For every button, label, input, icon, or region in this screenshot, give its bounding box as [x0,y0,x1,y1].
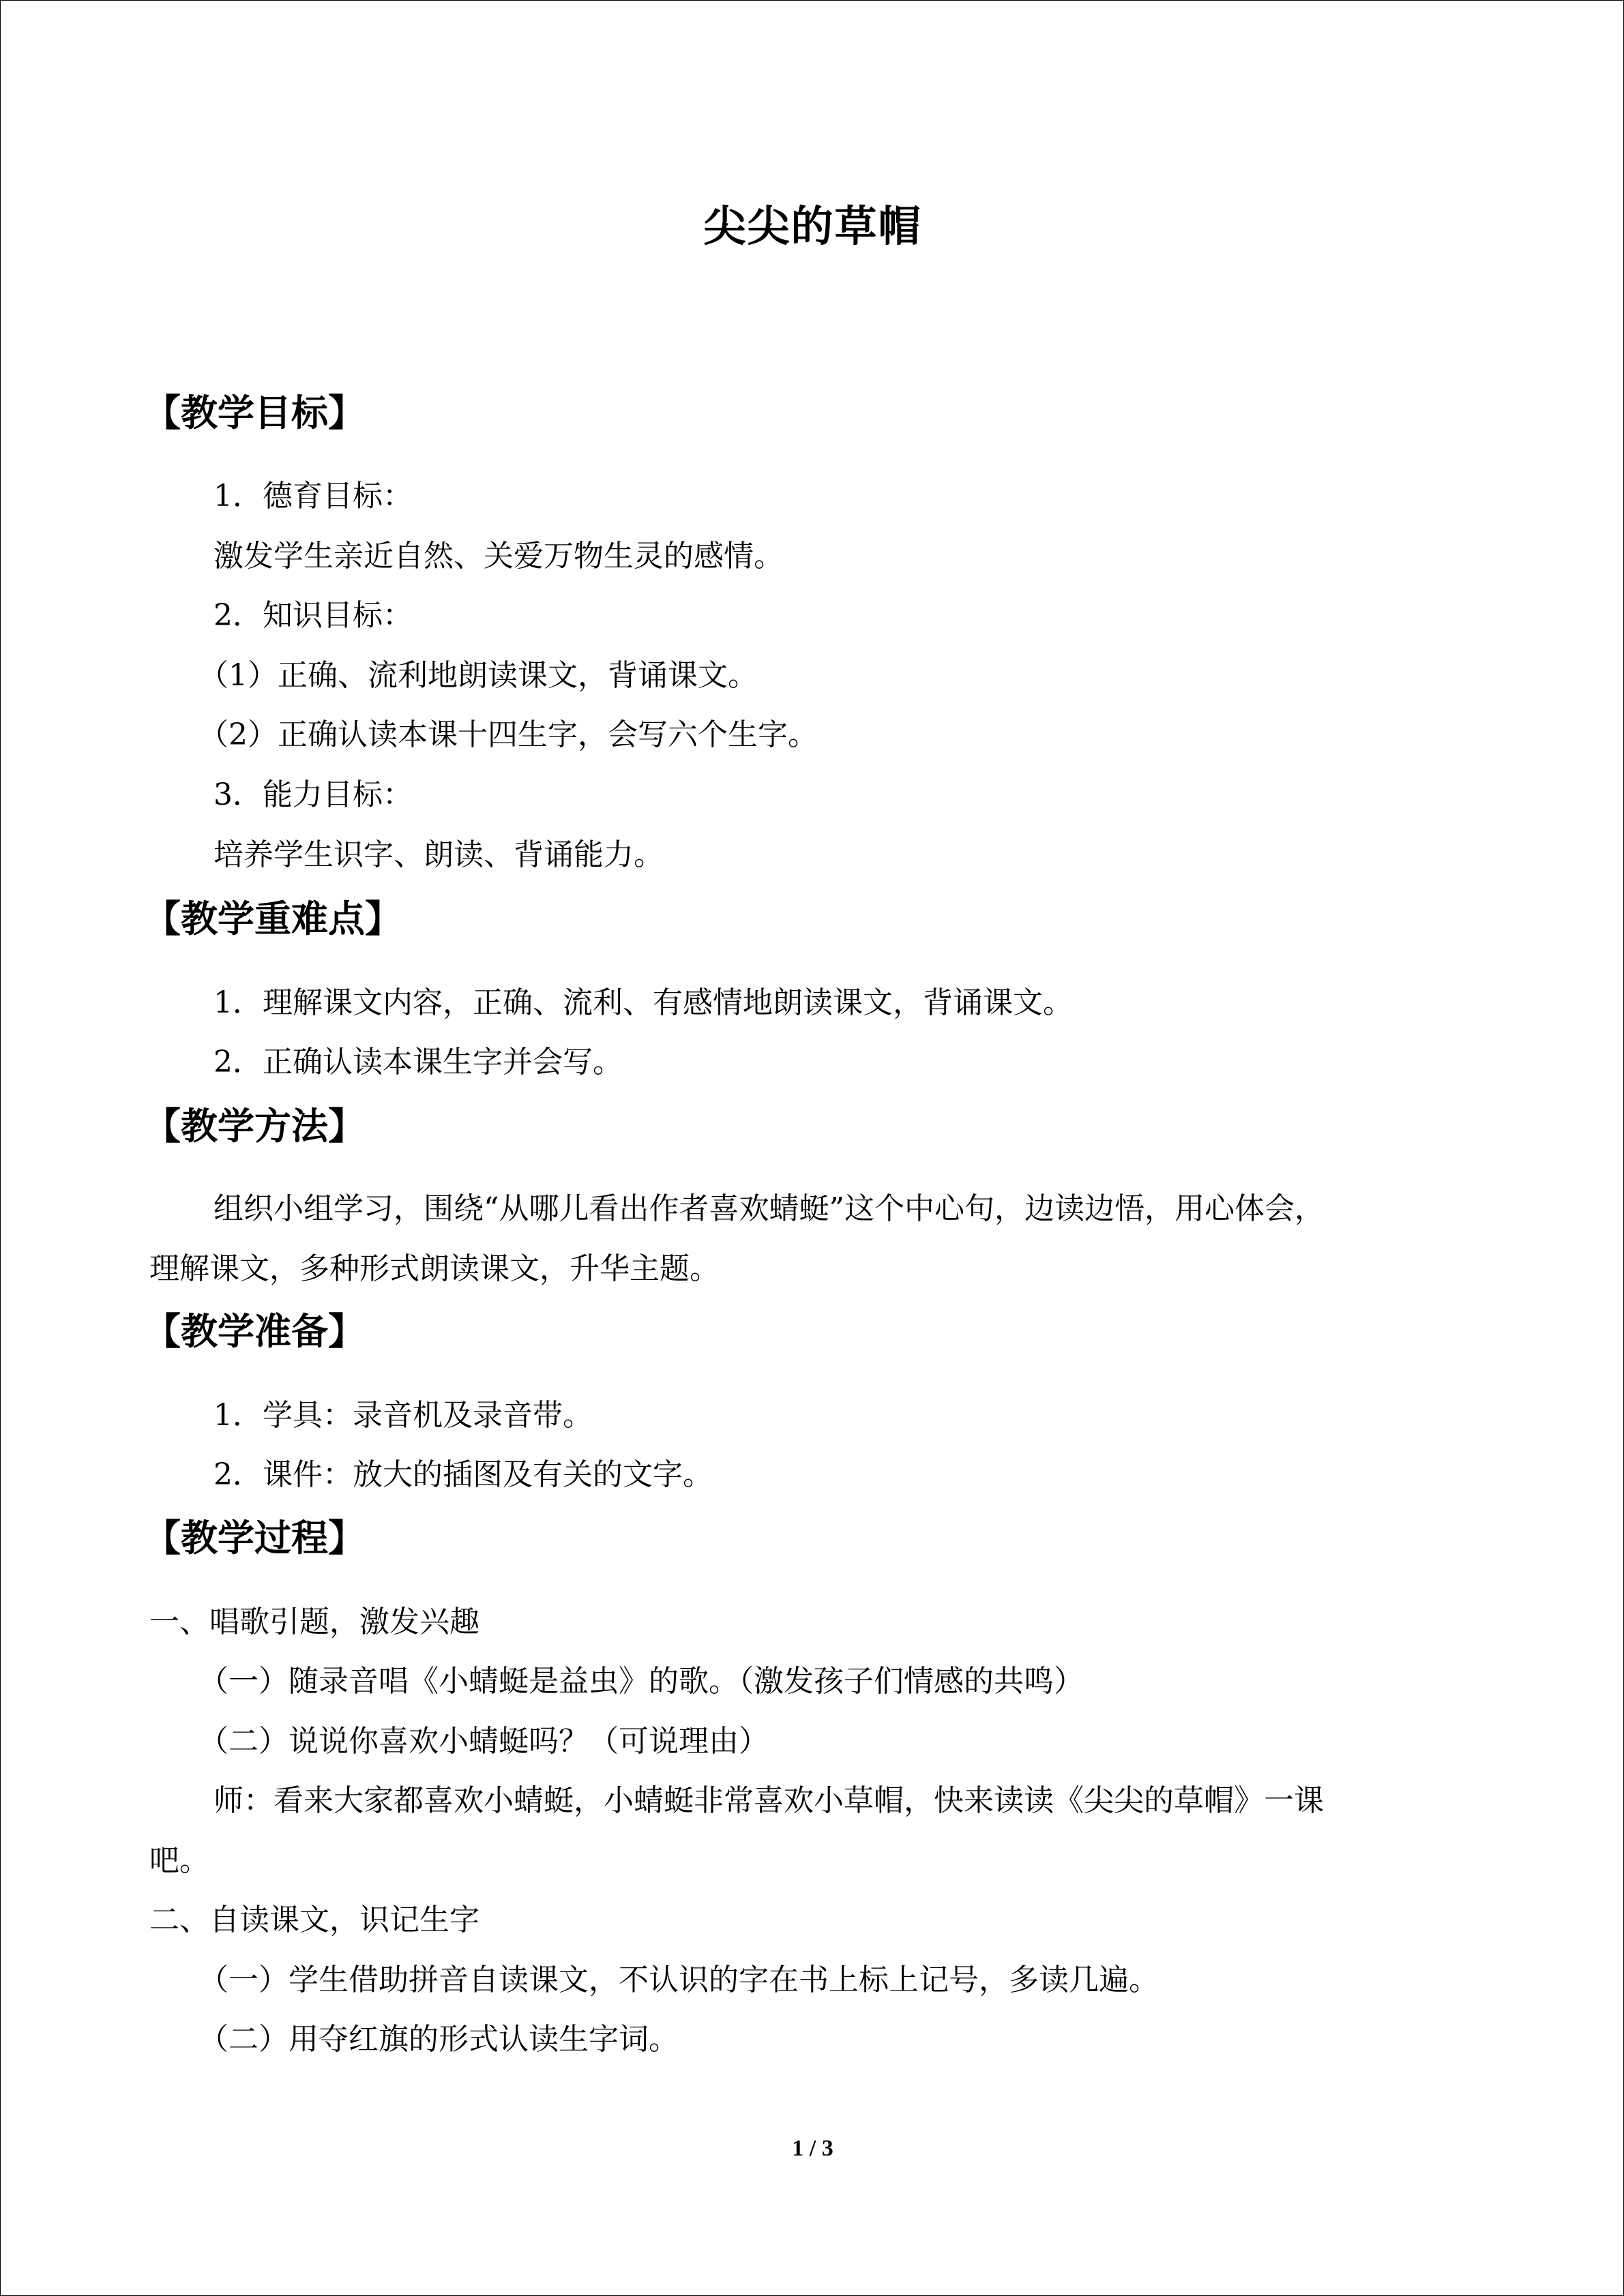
process-line: （一）随录音唱《小蜻蜓是益虫》的歌。（激发孩子们情感的共鸣） [198,1664,1084,1699]
process-line: （二）用夺红旗的形式认读生字词。 [198,2022,679,2057]
preparation-line: 2．课件：放大的插图及有关的文字。 [213,1457,713,1492]
goals-line: 激发学生亲近自然、关爱万物生灵的感情。 [213,539,784,573]
goals-line: 1．德育目标： [213,479,413,513]
methods-line: 理解课文，多种形式朗读课文，升华主题。 [149,1251,720,1286]
process-line: 吧。 [149,1843,209,1878]
goals-line: 3．能力目标： [213,777,413,812]
goals-line: 2．知识目标： [213,598,413,633]
section-heading-goals: 【教学目标】 [144,391,365,434]
goals-line: 培养学生识字、朗读、背诵能力。 [213,837,664,872]
goals-line: （1）正确、流利地朗读课文，背诵课文。 [198,658,758,693]
key-points-line: 2．正确认读本课生字并会写。 [213,1045,623,1079]
page-title: 尖尖的草帽 [703,201,922,251]
process-line: 一、唱歌引题，激发兴趣 [149,1605,479,1639]
goals-line: （2）正确认读本课十四生字，会写六个生字。 [198,717,818,752]
section-heading-process: 【教学过程】 [144,1517,365,1560]
key-points-line: 1．理解课文内容，正确、流利、有感情地朗读课文，背诵课文。 [213,985,1073,1020]
process-line: 师：看来大家都喜欢小蜻蜓，小蜻蜓非常喜欢小草帽，快来读读《尖尖的草帽》一课 [213,1783,1324,1818]
process-line: 二、自读课文，识记生字 [149,1903,479,1937]
page-number: 1 / 3 [792,2136,833,2161]
methods-line: 组织小组学习，围绕“从哪儿看出作者喜欢蜻蜓”这个中心句，边读边悟，用心体会， [213,1191,1325,1226]
section-heading-preparation: 【教学准备】 [144,1310,365,1353]
section-heading-methods: 【教学方法】 [144,1105,365,1148]
process-line: （一）学生借助拼音自读课文，不认识的字在书上标上记号，多读几遍。 [198,1963,1159,1997]
section-heading-key-points: 【教学重难点】 [144,897,402,940]
process-line: （二）说说你喜欢小蜻蜓吗？（可说理由） [198,1724,769,1759]
preparation-line: 1．学具：录音机及录音带。 [213,1398,593,1433]
